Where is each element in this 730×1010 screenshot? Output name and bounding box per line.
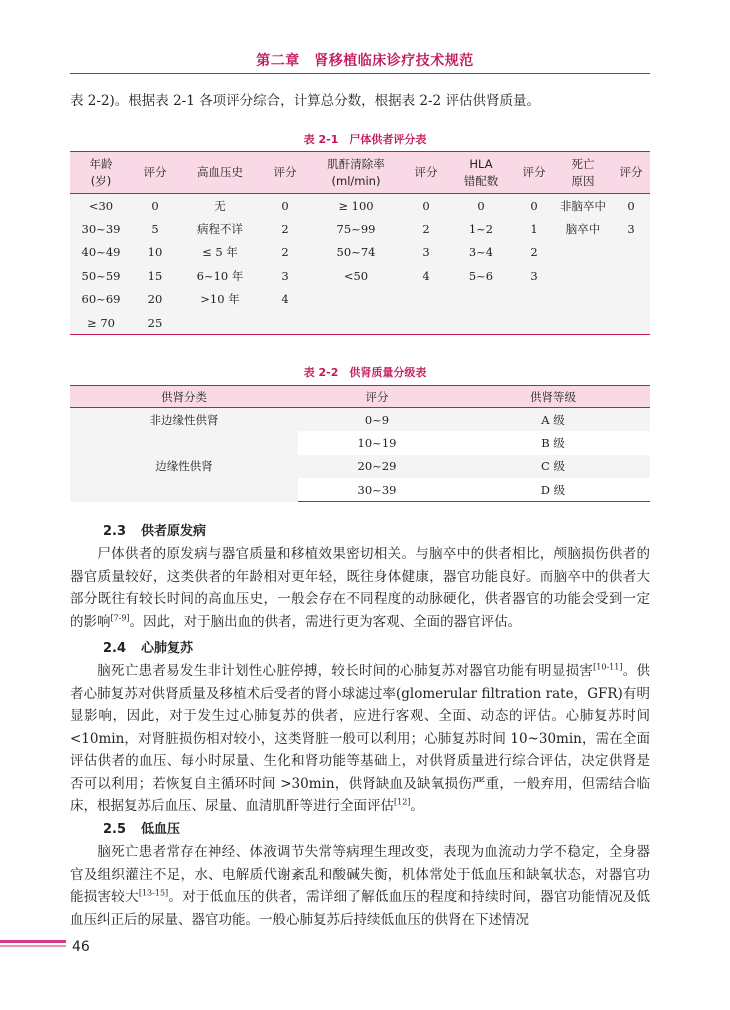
- table-cell: [554, 241, 612, 265]
- table-cell: [612, 288, 650, 312]
- table-cell: 2: [281, 245, 289, 260]
- table-cell: 4: [281, 292, 289, 307]
- table-cell: 3: [627, 221, 635, 236]
- table-cell: 0: [151, 198, 159, 213]
- table-cell: [448, 311, 514, 335]
- paragraph-text: 。对于低血压的供者，需详细了解低血压的程度和持续时间，器官功能情况及低血压纠正后的尿量、器官功能。一般心肺复苏后持续低血压的供肾在下述情况: [70, 889, 651, 928]
- section-number: 2.3: [103, 524, 127, 539]
- table-cell: 50~74: [336, 245, 376, 260]
- table-cell: ≥ 100: [338, 198, 374, 213]
- table-cell: 3: [422, 245, 430, 260]
- col-score-header: 评分: [262, 152, 308, 194]
- section-title: 低血压: [141, 822, 181, 837]
- table-cell: [554, 288, 612, 312]
- table-cell: ≤ 5 年: [202, 245, 238, 260]
- donor-score-table: [70, 151, 650, 335]
- table-cell: [514, 311, 554, 335]
- table-cell: 2: [422, 221, 430, 236]
- table-cell: [448, 288, 514, 312]
- table-cell: 5: [151, 221, 159, 236]
- col-score-header: 评分: [514, 152, 554, 194]
- col-score-header: 评分: [132, 152, 178, 194]
- category-cell: 非边缘性供肾: [70, 408, 298, 432]
- table-cell: [554, 311, 612, 335]
- section-paragraph: [70, 543, 650, 633]
- table-cell: 0: [477, 198, 485, 213]
- section-number: 2.5: [103, 822, 127, 837]
- table-row: [70, 217, 650, 241]
- col-grade-header: 供肾等级: [456, 386, 650, 408]
- table-cell: 无: [214, 198, 226, 213]
- table-cell: [612, 311, 650, 335]
- table-row: [70, 194, 650, 218]
- table-cell: <30: [88, 198, 114, 213]
- citation: [13-15]: [138, 888, 169, 898]
- citation: [7-9]: [110, 613, 130, 622]
- table-cell: [612, 241, 650, 265]
- table-cell: 1: [530, 221, 538, 236]
- table-cell: 3: [281, 268, 289, 283]
- table-cell: 0: [422, 198, 430, 213]
- table-cell: [514, 288, 554, 312]
- section-title: 供者原发病: [141, 524, 207, 539]
- category-cell: 边缘性供肾: [70, 431, 298, 502]
- table-cell: [612, 264, 650, 288]
- table-cell: 10~19: [357, 435, 397, 450]
- table-row: [70, 264, 650, 288]
- table-cell: 脑卒中: [565, 221, 601, 236]
- table-cell: 0: [627, 198, 635, 213]
- paragraph-text: 脑死亡患者常存在神经、体液调节失常等病理生理改变，表现为血流动力学不稳定，全身器官及组织灌注不足，水、电解质代谢紊乱和酸碱失衡，机体常处于低血压和缺氧状态，对器官功能损害较大: [70, 844, 650, 905]
- paragraph-text: 。: [410, 798, 424, 814]
- table-cell: <50: [343, 268, 369, 283]
- table-row: [70, 241, 650, 265]
- section-paragraph: [70, 841, 650, 931]
- table-cell: [308, 288, 404, 312]
- table-cell: 2: [281, 221, 289, 236]
- table-cell: D 级: [456, 478, 650, 502]
- table-cell: 40~49: [81, 245, 121, 260]
- table-cell: 非脑卒中: [560, 198, 606, 213]
- page-number: 46: [72, 939, 90, 955]
- table-cell: 0: [281, 198, 289, 213]
- table-cell: 20: [147, 292, 163, 307]
- col-hla-header: HLA 错配数: [448, 152, 514, 194]
- table-row: [70, 431, 650, 455]
- table-cell: 4: [422, 268, 430, 283]
- col-score-header: 评分: [612, 152, 650, 194]
- table-cell: 15: [147, 268, 163, 283]
- section-heading: [103, 520, 206, 539]
- col-hypertension-header: 高血压史: [178, 152, 262, 194]
- table-cell: 3: [530, 268, 538, 283]
- table1-header-row: [70, 152, 650, 194]
- paragraph-text: 。供者心肺复苏对供肾质量及移植术后受者的肾小球滤过率(glomerular filtration rate，GFR)有明显影响，因此，对于发生过心肺复苏的供者，应进行客观、全面、动态的评估。心肺复苏时间 <10min，对肾脏损伤相对较小，这类肾脏一般可以利用；心肺复苏时间 10~30min，需在全面评估供者的血压、每小时尿量、生化和肾功能等基础上，对供肾质量进行综合评估，决定供肾是否可以利用；若恢复自主循环时间 >30min，供肾缺血及缺氧损伤严重，一般弃用，但需结合临床，根据复苏后血压、尿量、血清肌酐等进行全面评估: [70, 663, 651, 814]
- table-cell: 60~69: [81, 292, 121, 307]
- kidney-grade-table: [70, 385, 650, 502]
- table-cell: >10 年: [200, 292, 240, 307]
- section-heading: [103, 637, 193, 656]
- table-cell: 30~39: [81, 221, 121, 236]
- table-cell: 25: [132, 311, 178, 335]
- paragraph-text: 。因此，对于脑出血的供者，需进行更为客观、全面的器官评估。: [129, 613, 522, 630]
- table-cell: 6~10 年: [196, 268, 244, 283]
- table2-header-row: [70, 386, 650, 408]
- col-age-header: 年龄 (岁): [70, 152, 132, 194]
- table-cell: [554, 264, 612, 288]
- paragraph-text: 脑死亡患者易发生非计划性心脏停搏，较长时间的心肺复苏对器官功能有明显损害: [97, 663, 594, 679]
- section-title: 心肺复苏: [141, 641, 194, 656]
- table-cell: 5~6: [468, 268, 494, 283]
- header-divider: [70, 73, 650, 74]
- table-cell: A 级: [541, 412, 565, 427]
- table-cell: [404, 311, 448, 335]
- table2-caption: 表 2-2 供肾质量分级表: [303, 366, 427, 379]
- table-cell: 75~99: [336, 221, 376, 236]
- table-cell: B 级: [541, 435, 565, 450]
- citation: [12]: [394, 797, 411, 807]
- table-cell: 0: [530, 198, 538, 213]
- table-row: [70, 288, 650, 312]
- table1-caption: 表 2-1 尸体供者评分表: [303, 133, 427, 146]
- col-death-cause-header: 死亡 原因: [554, 152, 612, 194]
- table-cell: 3~4: [468, 245, 494, 260]
- table-cell: 2: [530, 245, 538, 260]
- table-cell: 50~59: [81, 268, 121, 283]
- col-category-header: 供肾分类: [70, 386, 298, 408]
- running-header: 第二章 肾移植临床诊疗技术规范: [256, 53, 474, 69]
- table-cell: [308, 311, 404, 335]
- table-cell: C 级: [541, 459, 565, 474]
- table-cell: [178, 311, 262, 335]
- table-cell: 10: [147, 245, 163, 260]
- table-cell: 0~9: [364, 412, 390, 427]
- col-creatinine-header: 肌酐清除率 (ml/min): [308, 152, 404, 194]
- table-cell: 1~2: [468, 221, 494, 236]
- section-number: 2.4: [103, 641, 127, 656]
- col-score-header: 评分: [404, 152, 448, 194]
- table-cell: 病程不详: [197, 221, 243, 236]
- section-heading: [103, 818, 180, 837]
- citation: [10-11]: [593, 662, 623, 672]
- table-cell: [404, 288, 448, 312]
- table-cell: 20~29: [357, 459, 397, 474]
- section-paragraph: [70, 660, 650, 818]
- table-row: [70, 311, 650, 335]
- table-cell: [262, 311, 308, 335]
- table-cell: 30~39: [298, 478, 456, 502]
- table-row: [70, 408, 650, 432]
- intro-paragraph: 表 2-2)。根据表 2-1 各项评分综合，计算总分数，根据表 2-2 评估供肾质量。: [70, 93, 540, 109]
- paragraph-text: 尸体供者的原发病与器官质量和移植效果密切相关。与脑卒中的供者相比，颅脑损伤供者的器官质量较好，这类供者的年龄相对更年轻，既往身体健康，器官功能良好。而脑卒中的供者大部分既往有较长时间的高血压史，一般会存在不同程度的动脉硬化，供者器官的功能会受到一定的影响: [70, 546, 650, 630]
- table-cell: ≥ 70: [70, 311, 132, 335]
- footer-decoration: [0, 940, 66, 947]
- col-score-header: 评分: [298, 386, 456, 408]
